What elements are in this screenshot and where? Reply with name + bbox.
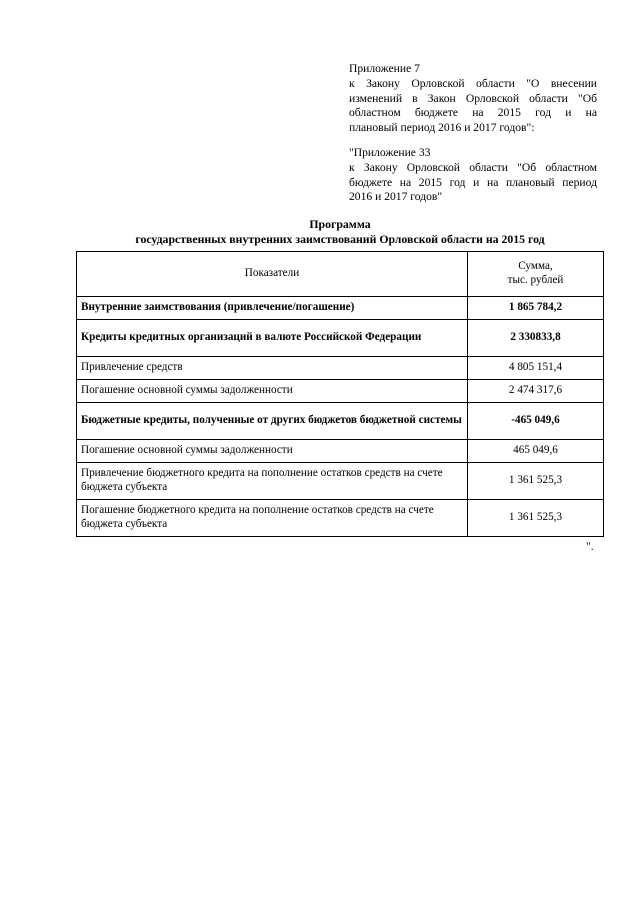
table-row <box>77 357 604 380</box>
annex-line: изменений в Закон Орловской области "Об <box>349 91 597 105</box>
header-indicators: Показатели <box>77 252 468 297</box>
title-subline: государственных внутренних заимствований Орловской области на 2015 год <box>135 231 545 246</box>
row-label: Погашение основной суммы задолженности <box>77 440 468 463</box>
table-row <box>77 463 604 500</box>
row-label: Бюджетные кредиты, полученные от других бюджетов бюджетной системы <box>77 403 468 440</box>
table-header-row <box>77 252 604 297</box>
row-label: Кредиты кредитных организаций в валюте Российской Федерации <box>77 320 468 357</box>
table-row <box>77 320 604 357</box>
header-amount-unit: тыс. рублей <box>507 274 564 286</box>
annex-line: к Закону Орловской области "Об областном <box>349 160 597 174</box>
table-row <box>77 440 604 463</box>
annex-line: областном бюджете на 2015 год и на <box>349 106 597 120</box>
row-value: 1 865 784,2 <box>468 297 604 320</box>
table-row <box>77 403 604 440</box>
row-value: 4 805 151,4 <box>468 357 604 380</box>
document-title <box>76 217 604 246</box>
annex-line: плановый период 2016 и 2017 годов": <box>349 121 535 135</box>
row-label: Внутренние заимствования (привлечение/погашение) <box>77 297 468 320</box>
row-value: 2 474 317,6 <box>468 380 604 403</box>
annex-line: бюджете на 2015 год и на плановый период <box>349 175 597 189</box>
annex-line: к Закону Орловской области "О внесении <box>349 76 597 90</box>
table-row <box>77 380 604 403</box>
row-label: Погашение бюджетного кредита на пополнение остатков средств на счете бюджета субъекта <box>77 500 468 537</box>
annex-number: Приложение 7 <box>349 62 420 75</box>
title-line: Программа <box>309 217 371 231</box>
row-value: -465 049,6 <box>468 403 604 440</box>
header-amount-title: Сумма, <box>518 260 553 273</box>
annex-line: 2016 и 2017 годов" <box>349 190 443 204</box>
row-label: Привлечение средств <box>77 357 468 380</box>
closing-quote: ". <box>586 540 594 553</box>
row-value: 2 330833,8 <box>468 320 604 357</box>
borrowing-program-table <box>76 251 604 537</box>
row-value: 465 049,6 <box>468 440 604 463</box>
table-row <box>77 500 604 537</box>
annex-number: "Приложение 33 <box>349 146 431 159</box>
row-value: 1 361 525,3 <box>468 500 604 537</box>
row-label: Привлечение бюджетного кредита на пополнение остатков средств на счете бюджета субъекта <box>77 463 468 500</box>
annex-reference <box>349 62 597 136</box>
row-value: 1 361 525,3 <box>468 463 604 500</box>
table-row <box>77 297 604 320</box>
annex-reference-original <box>349 146 597 205</box>
header-amount <box>468 252 604 297</box>
row-label: Погашение основной суммы задолженности <box>77 380 468 403</box>
